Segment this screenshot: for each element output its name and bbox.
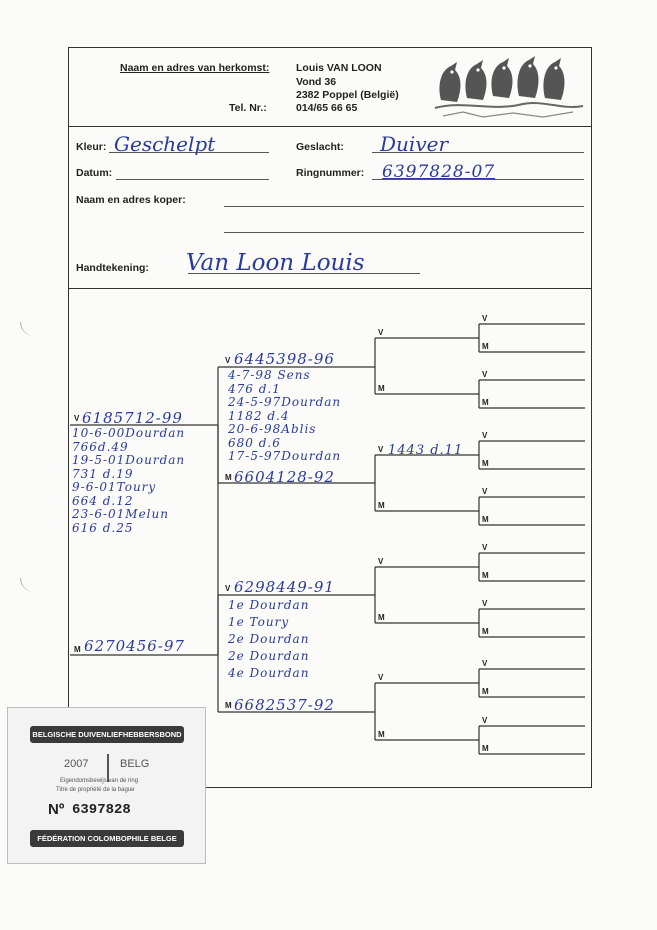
gen4-v4: V <box>482 487 488 496</box>
gen4-m8: M <box>482 744 489 753</box>
gen4-v3: V <box>482 431 488 440</box>
owner-phone: 014/65 66 65 <box>296 102 358 114</box>
gen4-v5: V <box>482 543 488 552</box>
sire-ring: 6185712-99 <box>82 409 183 427</box>
gen4-v8: V <box>482 716 488 725</box>
stamp-year: 2007 <box>64 758 89 770</box>
dam-sire-prefix: V <box>225 584 231 593</box>
origin-label: Naam en adres van herkomst: <box>120 62 270 74</box>
dam-sire-ring: 6298449-91 <box>234 578 335 596</box>
buyer-label: Naam en adres koper: <box>76 194 186 206</box>
gen4-m6: M <box>482 627 489 636</box>
sire-dam-prefix: M <box>225 473 232 482</box>
gen3-m3: M <box>378 613 385 622</box>
dam-prefix: M <box>74 645 81 654</box>
gen3-v3: V <box>378 557 384 566</box>
gen3-v1: V <box>378 328 384 337</box>
owner-street: Vond 36 <box>296 76 337 88</box>
gen3-v4: V <box>378 673 384 682</box>
gen4-v6: V <box>482 599 488 608</box>
signature-label: Handtekening: <box>76 262 149 274</box>
stamp-country: BELG <box>120 758 150 770</box>
gen3-m2: M <box>378 501 385 510</box>
stamp-number: 6397828 <box>72 802 131 818</box>
gen4-m4: M <box>482 515 489 524</box>
gen3-v2: V <box>378 445 384 454</box>
extra-result-note: 1443 d.11 <box>388 443 464 458</box>
ring-value: 6397828-07 <box>382 162 496 182</box>
gen4-m5: M <box>482 571 489 580</box>
signature-value: Van Loon Louis <box>186 250 365 276</box>
sex-label: Geslacht: <box>296 141 344 153</box>
tel-label: Tel. Nr.: <box>229 102 267 114</box>
gen3-m4: M <box>378 730 385 739</box>
sire-prefix: V <box>74 414 80 423</box>
sire-sire-prefix: V <box>225 356 231 365</box>
stamp-line-nl: Eigendomsbewijs van de ring <box>60 778 139 784</box>
dam-dam-prefix: M <box>225 701 232 710</box>
stamp-line-fr: Titre de propriété de la bague <box>56 787 135 793</box>
gen4-v7: V <box>482 659 488 668</box>
gen4-m2: M <box>482 398 489 407</box>
dam-sire-results: 1e Dourdan 1e Toury 2e Dourdan 2e Dourdan 4e Dourdan <box>228 598 310 680</box>
sex-value: Duiver <box>380 132 449 156</box>
owner-name: Louis VAN LOON <box>296 62 382 74</box>
gen4-m7: M <box>482 687 489 696</box>
ring-certificate-stamp <box>7 707 206 864</box>
dam-dam-ring: 6682537-92 <box>234 696 335 714</box>
sire-dam-ring: 6604128-92 <box>234 468 335 486</box>
color-value: Geschelpt <box>114 132 216 156</box>
gen4-v1: V <box>482 314 488 323</box>
stamp-top-band: BELGISCHE DUIVENLIEFHEBBERSBOND <box>30 726 184 743</box>
gen3-m1: M <box>378 384 385 393</box>
sire-sire-ring: 6445398-96 <box>234 350 335 368</box>
sire-results: 10-6-00Dourdan 766d.49 19-5-01Dourdan 731 d.19 9-6-01Toury 664 d.12 23-6-01Melun 616 d.25 <box>72 426 186 535</box>
color-label: Kleur: <box>76 141 107 153</box>
ring-label: Ringnummer: <box>296 167 365 179</box>
owner-city: 2382 Poppel (België) <box>296 89 399 101</box>
gen4-m3: M <box>482 459 489 468</box>
gen4-m1: M <box>482 342 489 351</box>
stamp-bottom-band: FÉDÉRATION COLOMBOPHILE BELGE <box>30 830 184 847</box>
sire-sire-results: 4-7-98 Sens 476 d.1 24-5-97Dourdan 1182 d.4 20-6-98Ablis 680 d.6 17-5-97Dourdan <box>228 368 342 463</box>
dam-ring: 6270456-97 <box>84 637 185 655</box>
gen4-v2: V <box>482 370 488 379</box>
stamp-number-prefix: Nº <box>48 801 65 818</box>
date-label: Datum: <box>76 167 113 179</box>
